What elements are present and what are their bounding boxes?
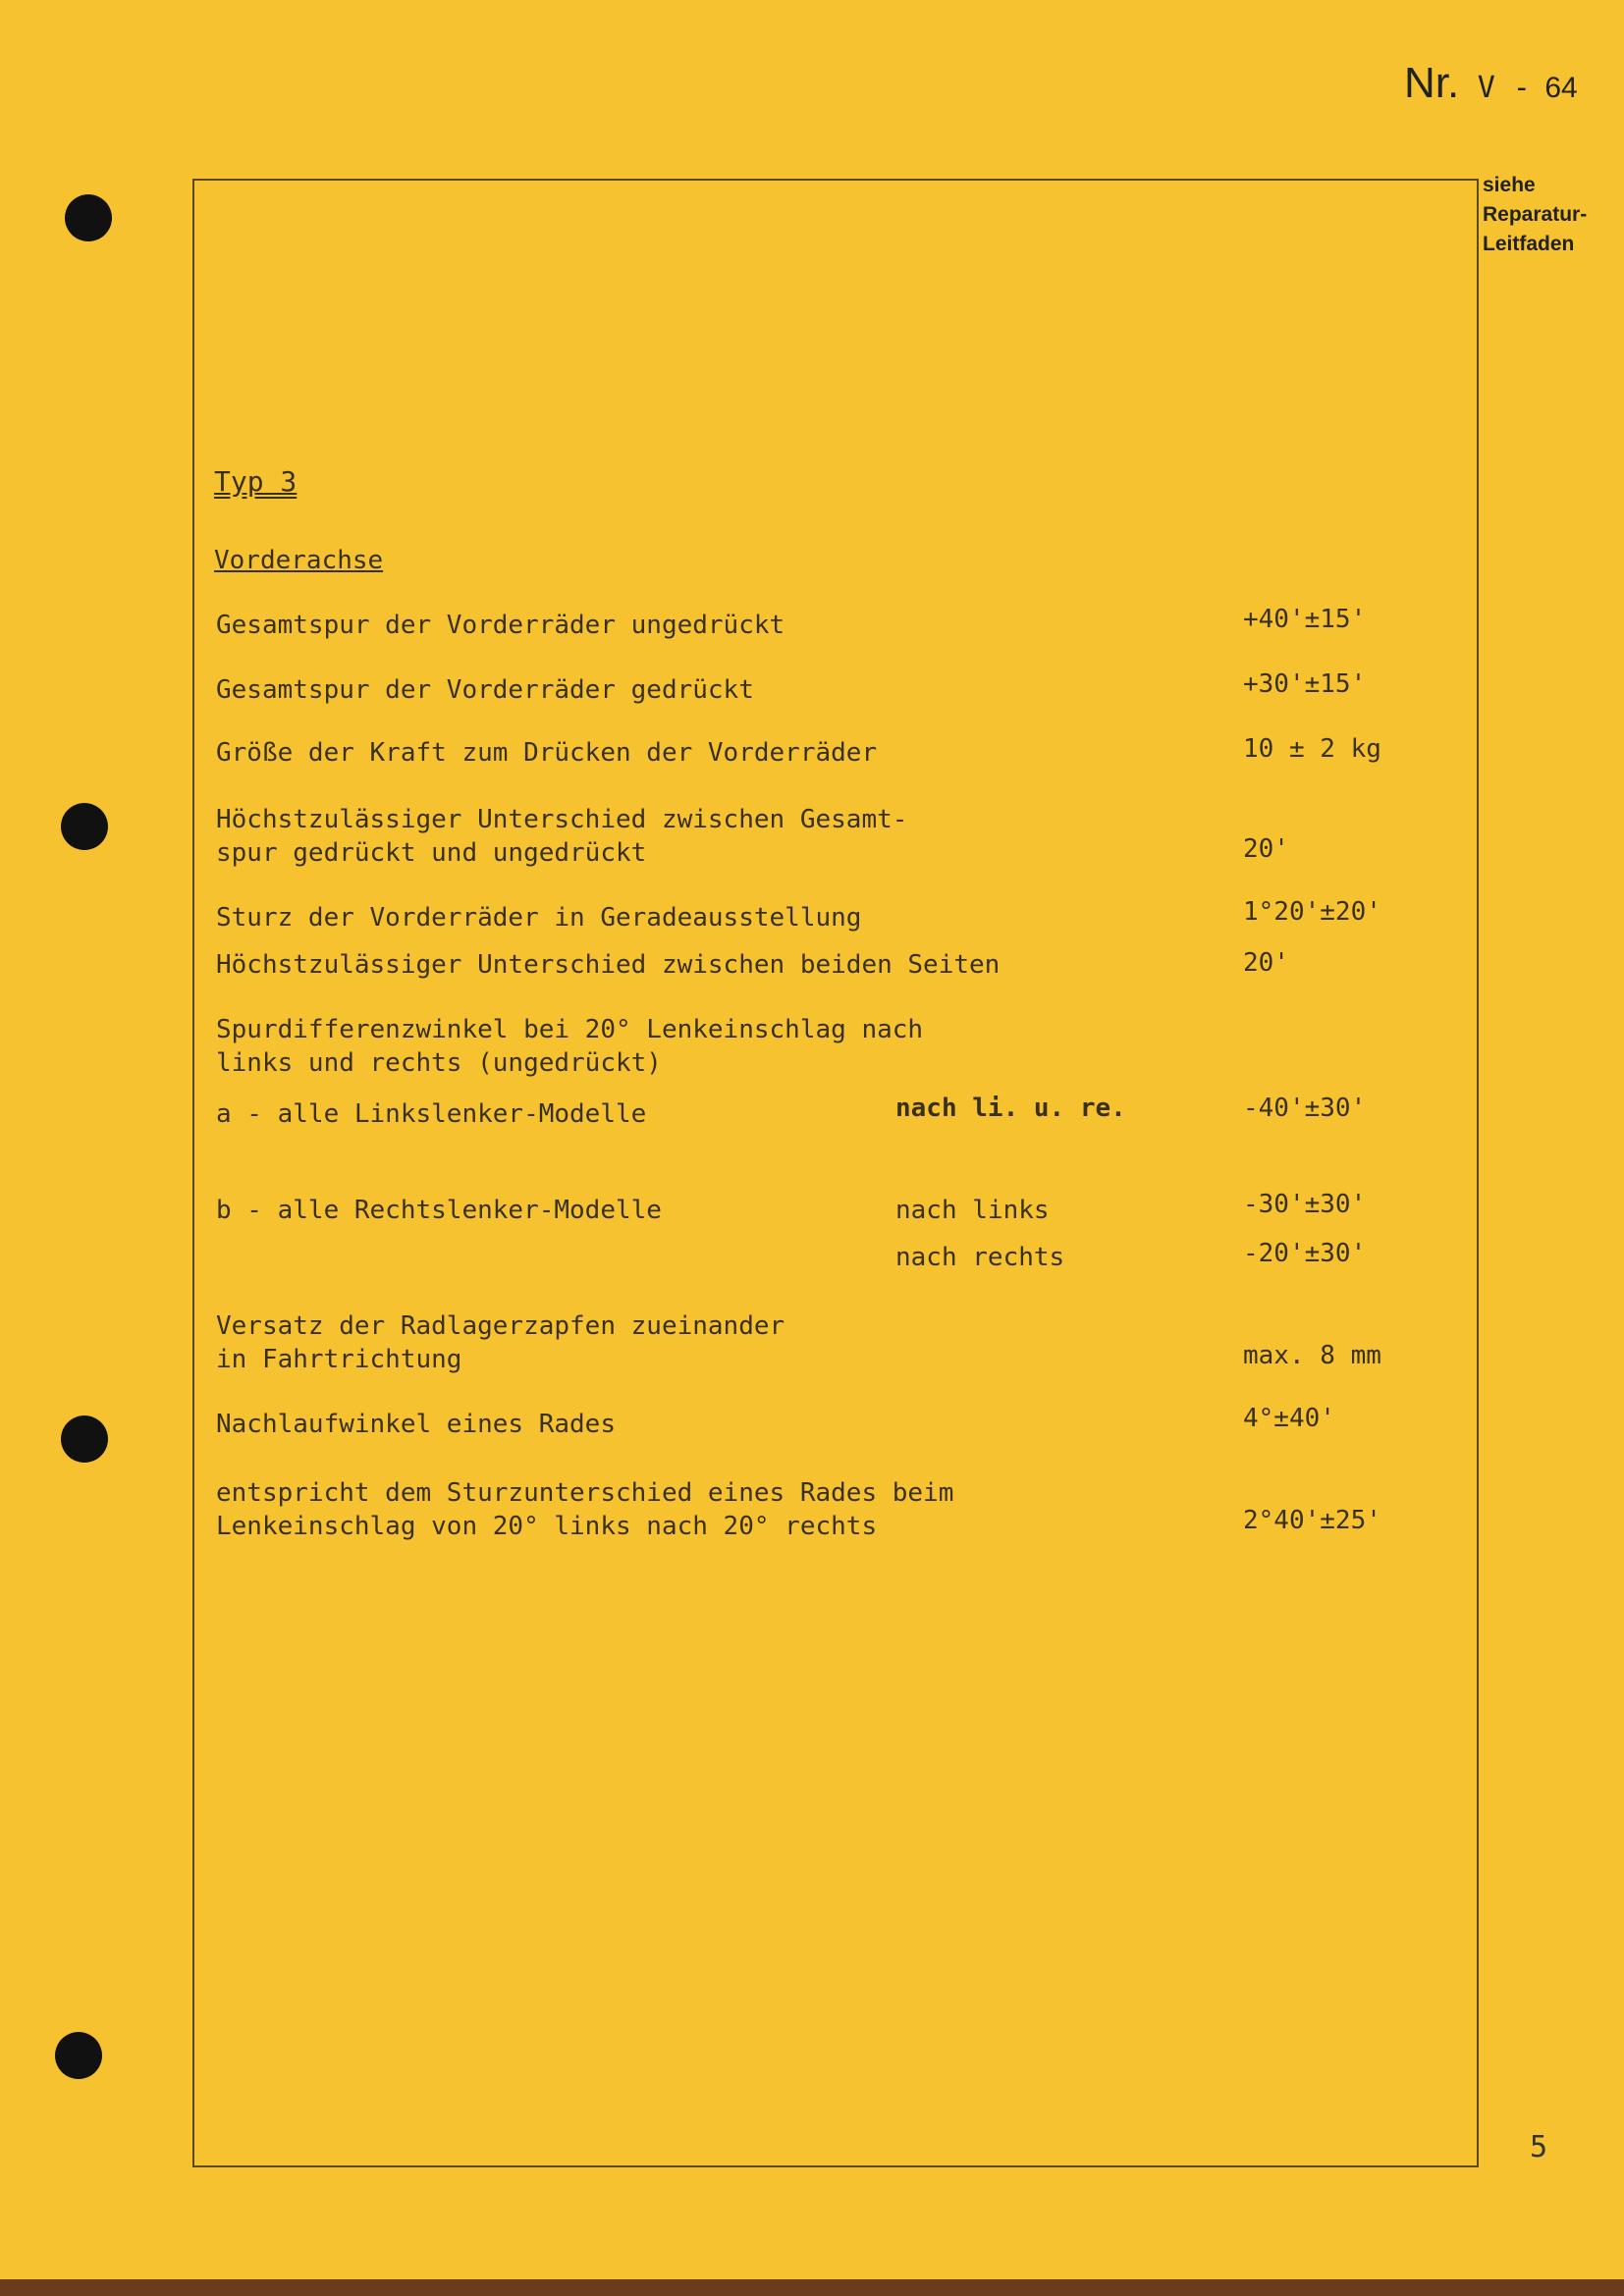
spec-spurdifferenz-b-value1: -30'±30': [1243, 1190, 1367, 1219]
punch-hole-3: [61, 1415, 108, 1463]
spec-unterschied-gesamtspur-label2: spur gedrückt und ungedrückt: [216, 838, 647, 868]
spec-nachlauf-value: 4°±40': [1243, 1404, 1335, 1433]
spec-gesamtspur-ungedrueckt-value: +40'±15': [1243, 605, 1367, 634]
spec-unterschied-gesamtspur-value: 20': [1243, 834, 1289, 864]
spec-spurdifferenz-b-label: b - alle Rechtslenker-Modelle: [216, 1196, 662, 1225]
punch-hole-2: [61, 803, 108, 850]
spec-unterschied-seiten-value: 20': [1243, 948, 1289, 978]
nr-part1: V -: [1477, 71, 1531, 105]
spec-sturzunterschied-label1: entspricht dem Sturzunterschied eines Rades beim: [216, 1478, 954, 1508]
side-note: [1483, 171, 1587, 259]
spec-spurdifferenz-a-label: a - alle Linkslenker-Modelle: [216, 1099, 647, 1129]
content-frame: [192, 179, 1479, 2167]
spec-spurdifferenz-a-direction: nach li. u. re.: [895, 1094, 1126, 1123]
spec-unterschied-seiten-label: Höchstzulässiger Unterschied zwischen beiden Seiten: [216, 950, 1001, 980]
page-bottom-edge: [0, 2279, 1624, 2296]
spec-kraft-value: 10 ± 2 kg: [1243, 734, 1381, 764]
document-number: [1404, 59, 1578, 108]
side-note-line3: Leitfaden: [1483, 233, 1575, 255]
spec-spurdifferenz-b-direction1: nach links: [895, 1196, 1050, 1225]
spec-gesamtspur-gedrueckt-label: Gesamtspur der Vorderräder gedrückt: [216, 675, 754, 705]
spec-sturzunterschied-label2: Lenkeinschlag von 20° links nach 20° rechts: [216, 1512, 878, 1541]
spec-nachlauf-label: Nachlaufwinkel eines Rades: [216, 1410, 616, 1439]
side-note-line1: siehe: [1483, 174, 1536, 196]
spec-versatz-label2: in Fahrtrichtung: [216, 1345, 462, 1374]
spec-spurdifferenz-b-direction2: nach rechts: [895, 1243, 1065, 1272]
spec-gesamtspur-gedrueckt-value: +30'±15': [1243, 669, 1367, 699]
section-type: Typ 3: [214, 465, 298, 498]
spec-kraft-label: Größe der Kraft zum Drücken der Vorderräder: [216, 738, 878, 768]
spec-versatz-value: max. 8 mm: [1243, 1341, 1381, 1370]
nr-part2: 64: [1544, 72, 1578, 104]
spec-sturz-value: 1°20'±20': [1243, 897, 1381, 927]
spec-spurdifferenz-a-value: -40'±30': [1243, 1094, 1367, 1123]
spec-sturz-label: Sturz der Vorderräder in Geradeausstellung: [216, 903, 862, 933]
side-note-line2: Reparatur-: [1483, 203, 1588, 226]
punch-hole-4: [55, 2032, 102, 2079]
page-number: 5: [1530, 2130, 1548, 2164]
punch-hole-1: [65, 194, 112, 241]
spec-spurdifferenz-label2: links und rechts (ungedrückt): [216, 1048, 662, 1078]
nr-label: Nr.: [1404, 59, 1460, 107]
spec-versatz-label1: Versatz der Radlagerzapfen zueinander: [216, 1311, 785, 1341]
section-title: Vorderachse: [214, 546, 384, 575]
spec-unterschied-gesamtspur-label1: Höchstzulässiger Unterschied zwischen Gesamt-: [216, 805, 908, 834]
spec-gesamtspur-ungedrueckt-label: Gesamtspur der Vorderräder ungedrückt: [216, 611, 785, 640]
spec-sturzunterschied-value: 2°40'±25': [1243, 1506, 1381, 1535]
spec-spurdifferenz-b-value2: -20'±30': [1243, 1239, 1367, 1268]
spec-spurdifferenz-label1: Spurdifferenzwinkel bei 20° Lenkeinschlag nach: [216, 1015, 924, 1044]
